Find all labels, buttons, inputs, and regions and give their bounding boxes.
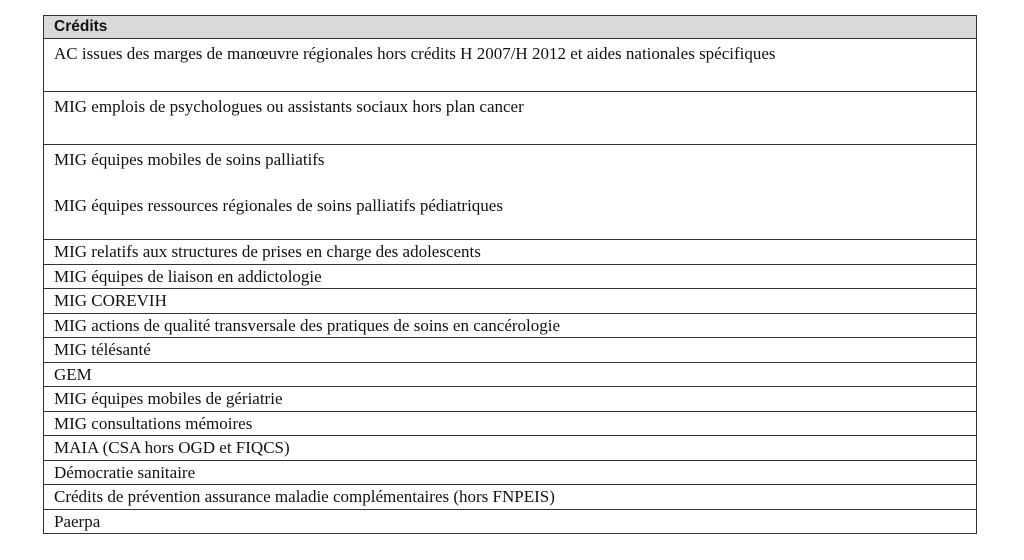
table-cell	[44, 509, 977, 534]
table-cell	[44, 264, 977, 289]
table-cell	[44, 485, 977, 510]
table-cell	[44, 338, 977, 363]
cell-text: MIG consultations mémoires	[54, 413, 253, 433]
cell-text: GEM	[54, 364, 92, 384]
cell-text: Paerpa	[54, 511, 101, 531]
cell-text: Crédits de prévention assurance maladie complémentaires (hors FNPEIS)	[54, 487, 555, 506]
cell-text: MIG équipes mobiles de gériatrie	[54, 389, 283, 408]
cell-text-second-line: MIG équipes ressources régionales de soins palliatifs pédiatriques	[54, 196, 503, 215]
cell-text: AC issues des marges de manœuvre régionales hors crédits H 2007/H 2012 et aides nationales spécifiques	[54, 44, 776, 63]
table-row	[44, 460, 977, 485]
table-cell	[44, 240, 977, 265]
credits-table	[43, 15, 977, 534]
table-row	[44, 362, 977, 387]
cell-text: MIG actions de qualité transversale des pratiques de soins en cancérologie	[54, 315, 561, 335]
table-row	[44, 338, 977, 363]
table-row	[44, 436, 977, 461]
table-row	[44, 240, 977, 265]
table-row	[44, 411, 977, 436]
table-row	[44, 39, 977, 92]
table-row	[44, 313, 977, 338]
cell-text: MIG équipes mobiles de soins palliatifs	[54, 150, 325, 169]
table-cell	[44, 362, 977, 387]
table-row	[44, 509, 977, 534]
table-row	[44, 387, 977, 412]
table-cell	[44, 411, 977, 436]
cell-text: MIG télésanté	[54, 340, 151, 359]
column-header-credits: Crédits	[44, 16, 977, 39]
table-row	[44, 289, 977, 314]
table-cell	[44, 387, 977, 412]
table-row	[44, 145, 977, 240]
table-cell	[44, 436, 977, 461]
cell-text: MAIA (CSA hors OGD et FIQCS)	[54, 438, 290, 457]
table-cell	[44, 460, 977, 485]
table-row	[44, 92, 977, 145]
cell-text: MIG emplois de psychologues ou assistants sociaux hors plan cancer	[54, 97, 524, 116]
table-header-row	[44, 16, 977, 39]
table-cell	[44, 145, 977, 240]
table-row	[44, 264, 977, 289]
table-cell	[44, 289, 977, 314]
cell-text: Démocratie sanitaire	[54, 462, 196, 482]
cell-text: MIG équipes de liaison en addictologie	[54, 266, 322, 286]
table-cell	[44, 92, 977, 145]
table-row	[44, 485, 977, 510]
cell-text: MIG relatifs aux structures de prises en charge des adolescents	[54, 242, 481, 261]
cell-text: MIG COREVIH	[54, 291, 167, 310]
table-cell	[44, 313, 977, 338]
table-cell	[44, 39, 977, 92]
